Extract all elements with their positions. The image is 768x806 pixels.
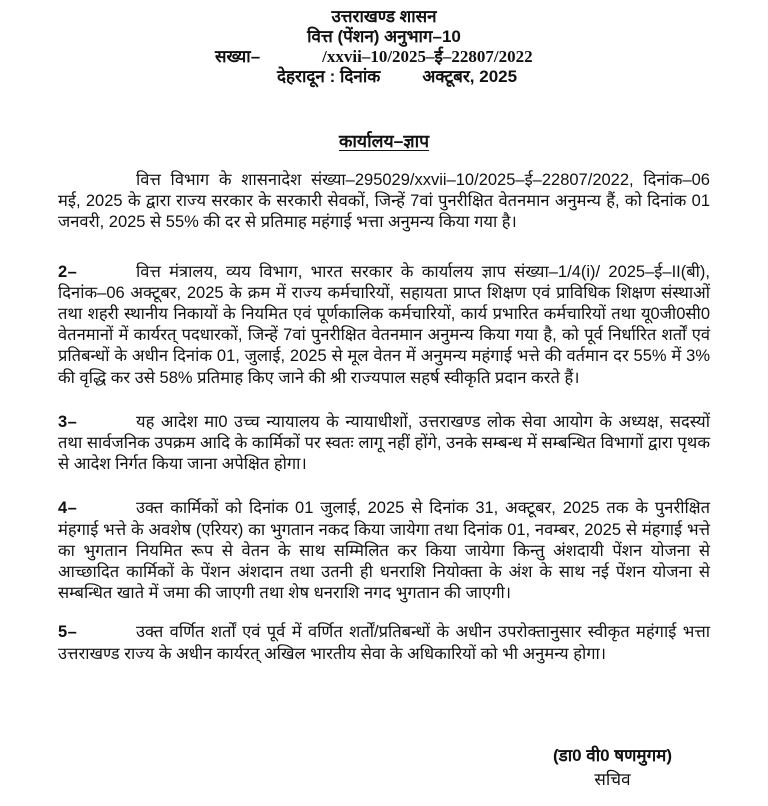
paragraph-4-text: उक्त कार्मिकों को दिनांक 01 जुलाई, 2025 से दिनांक 31, अक्टूबर, 2025 तक के पुनरीक्षित मंहगाई भत्ते के अवशेष (एरियर) का भुगतान नकद किया जायेगा तथा दिनांक 01, नवम्बर, 2025 से मंहगाई भत्ते का भुगतान नियमित रूप से वेतन के साथ सम्मिलित कर किया जायेगा किन्तु अंशदायी पेंशन योजना से आच्छादित कार्मिकों के पेंशन अंशदान तथा उतनी ही धनराशि नियोक्ता के अंश के साथ नई पेंशन योजना से सम्बन्धित खाते में जमा की जाएगी तथा शेष धनराशि नगद भुगतान की जाएगी। [58, 499, 710, 603]
paragraph-2-text: वित्त मंत्रालय, व्यय विभाग, भारत सरकार के कार्यालय ज्ञाप संख्या–1/4(i)/ 2025–ई–II(बी), दिनांक–06 अक्टूबर, 2025 के क्रम में राज्य कर्मचारियों, सहायता प्राप्त शिक्षण एवं प्राविधिक शिक्षण संस्थाओं तथा शहरी स्थानीय निकायों के नियमित एवं पूर्णकालिक कर्मचारियों, कार्य प्रभारित कर्मचारियों तथा यू0जी0सी0 वेतनमानों में कार्यरत् पदधारकों, जिन्हें 7वां पुनरीक्षित वेतनमान अनुमन्य किया गया है, को पूर्व निर्धारित शर्तों एवं प्रतिबन्धों के अधीन दिनांक 01, जुलाई, 2025 से मूल वेतन में अनुमन्य महंगाई भत्ते की वर्तमान दर 55% में 3% की वृद्धि कर उसे 58% प्रतिमाह किए जाने की श्री राज्यपाल सहर्ष स्वीकृति प्रदान करते हैं। [58, 262, 710, 387]
signature-block [553, 744, 672, 792]
reference-number-value: /xxvii–10/2025–ई–22807/2022 [322, 47, 533, 66]
paragraph-3 [58, 412, 710, 476]
paragraph-4-number: 4– [58, 499, 78, 518]
paragraph-5-text: उक्त वर्णित शर्तों एवं पूर्व में वर्णित शर्तों/प्रतिबन्धों के अधीन उपरोक्तानुसार स्वीकृत महंगाई भत्ता उत्तराखण्ड राज्य के अधीन कार्यरत् अखिल भारतीय सेवा के अधिकारियों को भी अनुमन्य होगा। [58, 623, 710, 663]
department-section-name: वित्त (पेंशन) अनुभाग–10 [307, 27, 461, 46]
government-name: उत्तराखण्ड शासन [331, 7, 437, 26]
paragraph-5-number: 5– [58, 623, 78, 642]
paragraph-1-text: वित्त विभाग के शासनादेश संख्या–295029/xxvii–10/2025–ई–22807/2022, दिनांक–06 मई, 2025 के द्वारा राज्य सरकार के सरकारी सेवकों, जिन्हें 7वां पुनरीक्षित वेतनमान अनुमन्य हैं, को दिनांक 01 जनवरी, 2025 से 55% की दर से प्रतिमाह महंगाई भत्ता अनुमन्य किया गया है। [58, 171, 710, 232]
date-value: अक्टूबर, 2025 [422, 67, 518, 86]
signatory-designation: सचिव [594, 770, 631, 789]
place-date-label: देहरादून : दिनांक [277, 67, 381, 86]
reference-number-label: सख्या– [215, 47, 261, 66]
place-date-line [0, 67, 768, 87]
reference-number-line [0, 47, 768, 67]
paragraph-3-number: 3– [58, 412, 78, 431]
paragraph-2-number: 2– [58, 262, 78, 281]
memo-title: कार्यालय–ज्ञाप [338, 131, 430, 151]
paragraph-1 [58, 170, 710, 234]
memo-body [0, 170, 768, 665]
paragraph-3-text: यह आदेश मा0 उच्च न्यायालय के न्यायाधीशों, उत्तराखण्ड लोक सेवा आयोग के अध्यक्ष, सदस्यों तथा सार्वजनिक उपक्रम आदि के कार्मिकों पर स्वतः लागू नहीं होंगे, उनके सम्बन्ध में सम्बन्धित विभागों द्वारा पृथक से आदेश निर्गत किया जाना अपेक्षित होगा। [58, 412, 710, 474]
paragraph-4 [58, 498, 710, 604]
signatory-name: (डा0 वी0 षणमुगम) [552, 746, 672, 765]
paragraph-2 [58, 262, 710, 389]
paragraph-5 [58, 622, 710, 664]
letterhead [0, 0, 768, 87]
